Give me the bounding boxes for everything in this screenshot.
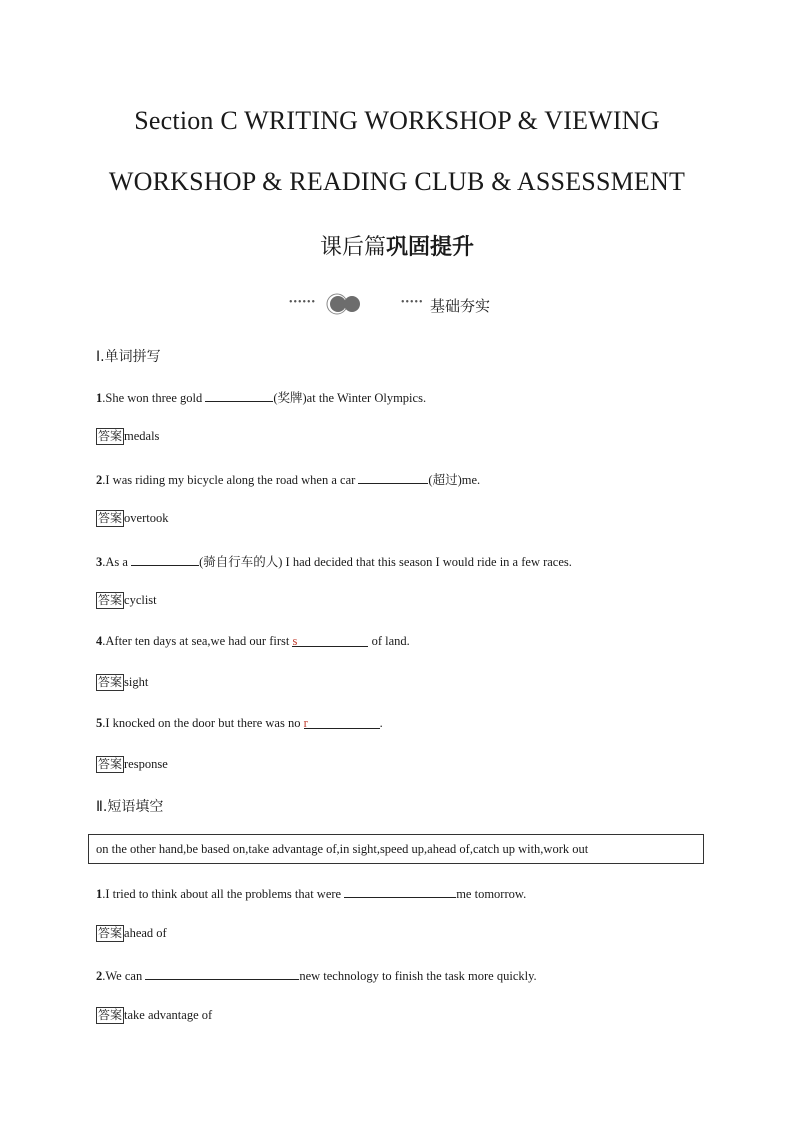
question-2-2 <box>96 967 537 984</box>
badge-dots-right: ••••• <box>401 297 424 308</box>
question-text-after: . <box>379 716 383 730</box>
question-number: 2 <box>96 473 103 487</box>
answer-blank[interactable] <box>358 471 428 484</box>
answer-blank[interactable] <box>205 389 273 402</box>
answer-label-box: 答案 <box>98 757 123 771</box>
question-text: .I knocked on the door but there was no <box>102 716 304 730</box>
answer-blank[interactable] <box>292 634 368 647</box>
title-line-1: Section C WRITING WORKSHOP & VIEWING <box>134 106 660 135</box>
subtitle-bold: 巩固提升 <box>386 235 475 260</box>
answer-label-box: 答案 <box>98 429 123 443</box>
answer-1-3 <box>96 592 157 609</box>
question-1-2 <box>96 470 480 488</box>
question-1-1 <box>96 388 426 406</box>
answer-text: sight <box>124 675 149 689</box>
question-text-after: (奖牌)at the Winter Olympics. <box>273 391 427 405</box>
question-text-after: me tomorrow. <box>456 887 527 901</box>
answer-1-4 <box>96 674 148 691</box>
answer-text: overtook <box>124 511 169 525</box>
answer-blank[interactable] <box>304 716 380 729</box>
phrase-box: on the other hand,be based on,take advantage of,in sight,speed up,ahead of,catch up with,work out <box>88 834 704 864</box>
answer-blank[interactable] <box>145 967 299 980</box>
badge-label: 基础夯实 <box>430 297 491 315</box>
double-circle-icon <box>323 292 367 316</box>
answer-1-1 <box>96 428 159 445</box>
question-number: 1 <box>96 391 103 405</box>
badge-dots-left: •••••• <box>289 297 317 308</box>
question-number: 1 <box>96 887 103 901</box>
question-1-3 <box>96 552 572 570</box>
question-text-after: of land. <box>368 634 410 648</box>
question-text: .I tried to think about all the problems that were <box>102 887 345 901</box>
page-subtitle <box>0 230 794 261</box>
answer-1-5 <box>96 756 168 773</box>
question-text: .We can <box>102 969 146 983</box>
question-text-after: (超过)me. <box>428 473 481 487</box>
answer-1-2 <box>96 510 168 527</box>
hint-letter: s <box>292 634 298 648</box>
hint-letter: r <box>303 716 308 730</box>
question-text: .After ten days at sea,we had our first <box>102 634 293 648</box>
section-badge <box>289 292 519 316</box>
answer-text: medals <box>124 429 160 443</box>
answer-text: take advantage of <box>124 1008 213 1022</box>
question-number: 5 <box>96 716 103 730</box>
subtitle-normal: 课后篇 <box>319 235 386 260</box>
answer-label-box: 答案 <box>98 1008 123 1022</box>
answer-2-2 <box>96 1007 212 1024</box>
answer-text: ahead of <box>124 926 167 940</box>
question-text: .As a <box>102 555 132 569</box>
answer-label-box: 答案 <box>98 926 123 940</box>
question-text: .She won three gold <box>102 391 206 405</box>
section1-title: Ⅰ.单词拼写 <box>96 349 161 365</box>
answer-label-box: 答案 <box>98 593 123 607</box>
answer-label-box: 答案 <box>98 511 123 525</box>
question-2-1 <box>96 885 526 902</box>
answer-text: cyclist <box>124 593 157 607</box>
question-number: 4 <box>96 634 103 648</box>
section2-title: Ⅱ.短语填空 <box>96 799 164 815</box>
answer-2-1 <box>96 925 167 942</box>
title-line-2: WORKSHOP & READING CLUB & ASSESSMENT <box>108 167 686 196</box>
answer-text: response <box>124 757 168 771</box>
answer-blank[interactable] <box>344 885 456 898</box>
question-text-after: new technology to finish the task more quickly. <box>299 969 537 983</box>
question-number: 3 <box>96 555 103 569</box>
question-text-after: (骑自行车的人) I had decided that this season I would ride in a few races. <box>199 555 572 569</box>
answer-blank[interactable] <box>131 553 199 566</box>
question-1-5 <box>96 716 383 731</box>
question-1-4 <box>96 634 410 649</box>
answer-label-box: 答案 <box>98 675 123 689</box>
question-text: .I was riding my bicycle along the road when a car <box>102 473 359 487</box>
question-number: 2 <box>96 969 103 983</box>
